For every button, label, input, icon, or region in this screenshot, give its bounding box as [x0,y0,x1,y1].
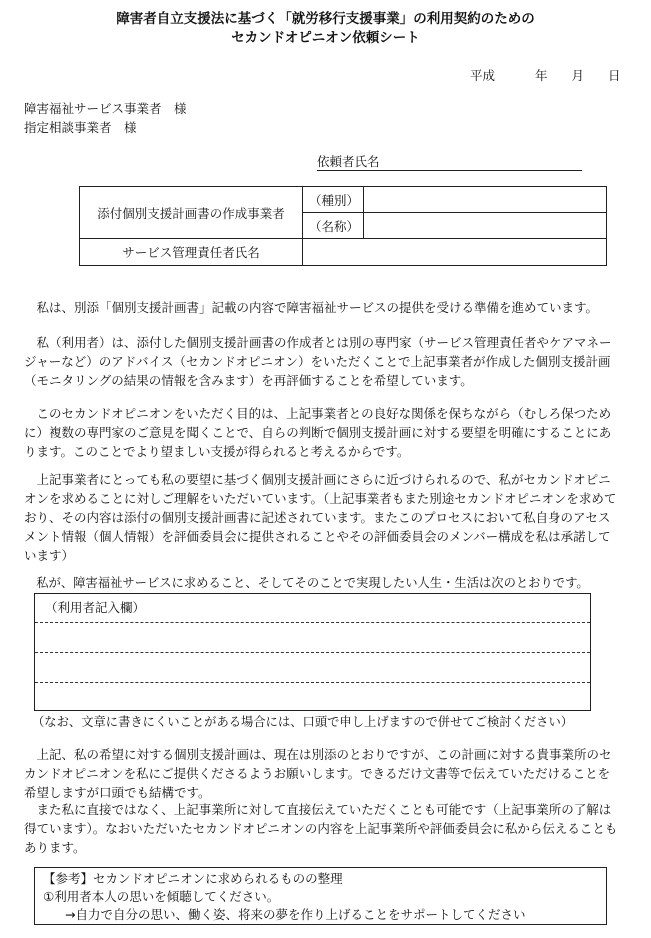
addressee-2: 指定相談事業者 様 [24,120,137,135]
addressee-1: 障害福祉サービス事業者 様 [24,101,187,116]
manager-field[interactable] [303,239,607,266]
creator-label: 添付個別支援計画書の作成事業者 [80,187,303,239]
date-line [470,66,641,84]
title-line-1: 障害者自立支援法に基づく「就労移行支援事業」の利用契約のための [116,11,535,27]
requester-name-field[interactable] [317,152,582,171]
name-label: （名称） [303,213,364,239]
closing-2: また私に直接ではなく、上記事業所に対して直接伝えていただくことも可能です（上記事業所の了解は得ています）。なおいただいたセカンドオピニオンの内容を上記事業所や評価委員会に私から伝えることもあります。 [24,802,618,855]
reference-item-1-sub: →自力で自分の思い、働く姿、将来の夢を作り上げることをサポートしてください [65,907,526,922]
memo-note: （なお、文章に書きにくいことがある場合には、口頭で申し上げますので併せてご検討ください） [32,715,574,729]
reference-item-1: ①利用者本人の思いを傾聴してください。 [43,889,280,904]
paragraph-5: 私が、障害福祉サービスに求めること、そしてそのことで実現したい人生・生活は次のとおりです。 [36,576,589,590]
memo-label: （利用者記入欄） [45,600,146,615]
page-title [0,10,651,48]
paragraph-4: 上記事業者にとっても私の要望に基づく個別支援計画にさらに近づけられるので、私がセカンドオピニオンを求めることに対しご理解をいただいています。（上記事業者もまた別途セカンドオピニオンを求めており、その内容は添付の個別支援計画書に記述されています。またこのプロセスにおいて私自身のアセスメント情報（個人情報）を評価委員会に提供されることやその評価委員会のメンバー構成を私は承諾しています） [24,472,617,563]
paragraph-1: 私は、別添「個別支援計画書」記載の内容で障害福祉サービスの提供を受ける準備を進めています。 [36,300,599,315]
date-day: 日 [608,68,621,83]
closing-1: 上記、私の希望に対する個別支援計画は、現在は別添のとおりですが、この計画に対する貴事業所のセカンドオピニオンを私にご提供くださるようお願いします。できるだけ文書等で伝えていただけることを希望しますが口頭でも結構です。 [24,747,612,800]
date-month: 月 [571,68,585,83]
name-field[interactable] [364,213,607,239]
title-line-2: セカンドオピニオン依頼シート [231,30,420,46]
reference-heading: 【参考】セカンドオピニオンに求められるものの整理 [43,871,343,886]
type-field[interactable] [364,187,607,213]
type-label: （種別） [303,187,364,213]
date-era: 平成 [470,68,496,83]
user-entry-box[interactable] [34,593,591,711]
info-table [79,186,607,266]
reference-box [34,867,607,925]
entry-line-3 [35,682,590,683]
requester-label: 依頼者氏名 [317,154,380,169]
manager-label: サービス管理責任者氏名 [80,239,303,266]
entry-line-1 [35,622,590,623]
date-year: 年 [535,68,548,83]
entry-line-2 [35,652,590,653]
paragraph-3: このセカンドオピニオンをいただく目的は、上記事業者との良好な関係を保ちながら（むしろ保つために）複数の専門家のご意見を聞くことで、自らの判断で個別支援計画に対する要望を明確にすることにあります。このことでより望ましい支援が得られると考えるからです。 [24,406,612,459]
paragraph-2: 私（利用者）は、添付した個別支援計画書の作成者とは別の専門家（サービス管理責任者やケアマネージャーなど）のアドバイス（セカンドオピニオン）をいただくことで上記事業者が作成した個別支援計画（モニタリングの結果の情報を含みます）を再評価することを希望しています。 [24,335,612,388]
